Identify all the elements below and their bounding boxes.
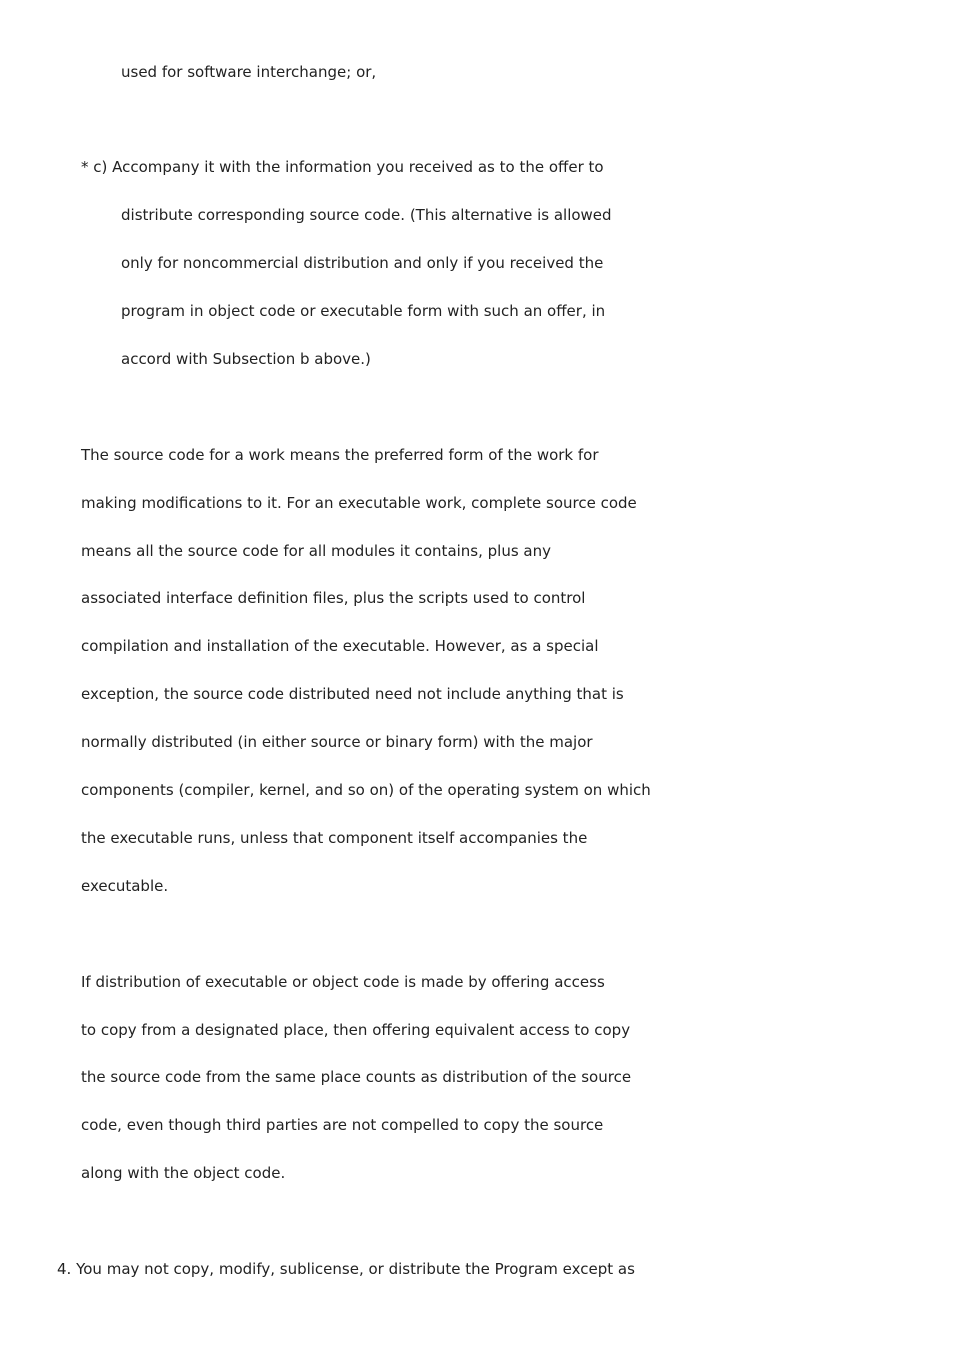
text-line: used for software interchange; or, — [121, 63, 377, 81]
text-line: exception, the source code distributed need not include anything that is — [81, 685, 624, 703]
text-line: associated interface definition files, plus the scripts used to control — [81, 589, 586, 607]
text-line: executable. — [81, 877, 169, 895]
text-line: code, even though third parties are not compelled to copy the source — [81, 1116, 604, 1134]
text-line: components (compiler, kernel, and so on) of the operating system on which — [81, 781, 651, 799]
text-line: normally distributed (in either source or binary form) with the major — [81, 733, 593, 751]
text-line: along with the object code. — [81, 1164, 286, 1182]
text-line: the source code from the same place counts as distribution of the source — [81, 1068, 632, 1086]
text-line: to copy from a designated place, then offering equivalent access to copy — [81, 1021, 631, 1039]
text-line: 4. You may not copy, modify, sublicense, or distribute the Program except as — [57, 1260, 635, 1278]
text-line: * c) Accompany it with the information you received as to the offer to — [81, 158, 604, 176]
text-line: compilation and installation of the executable. However, as a special — [81, 637, 599, 655]
text-line: distribute corresponding source code. (This alternative is allowed — [121, 206, 612, 224]
text-line: only for noncommercial distribution and only if you received the — [121, 254, 604, 272]
text-line: means all the source code for all modules it contains, plus any — [81, 542, 552, 560]
text-line: The source code for a work means the preferred form of the work for — [81, 446, 599, 464]
text-line: making modifications to it. For an executable work, complete source code — [81, 494, 637, 512]
text-line: program in object code or executable form with such an offer, in — [121, 302, 606, 320]
text-line: accord with Subsection b above.) — [121, 350, 371, 368]
text-line: the executable runs, unless that component itself accompanies the — [81, 829, 588, 847]
text-line: If distribution of executable or object code is made by offering access — [81, 973, 605, 991]
